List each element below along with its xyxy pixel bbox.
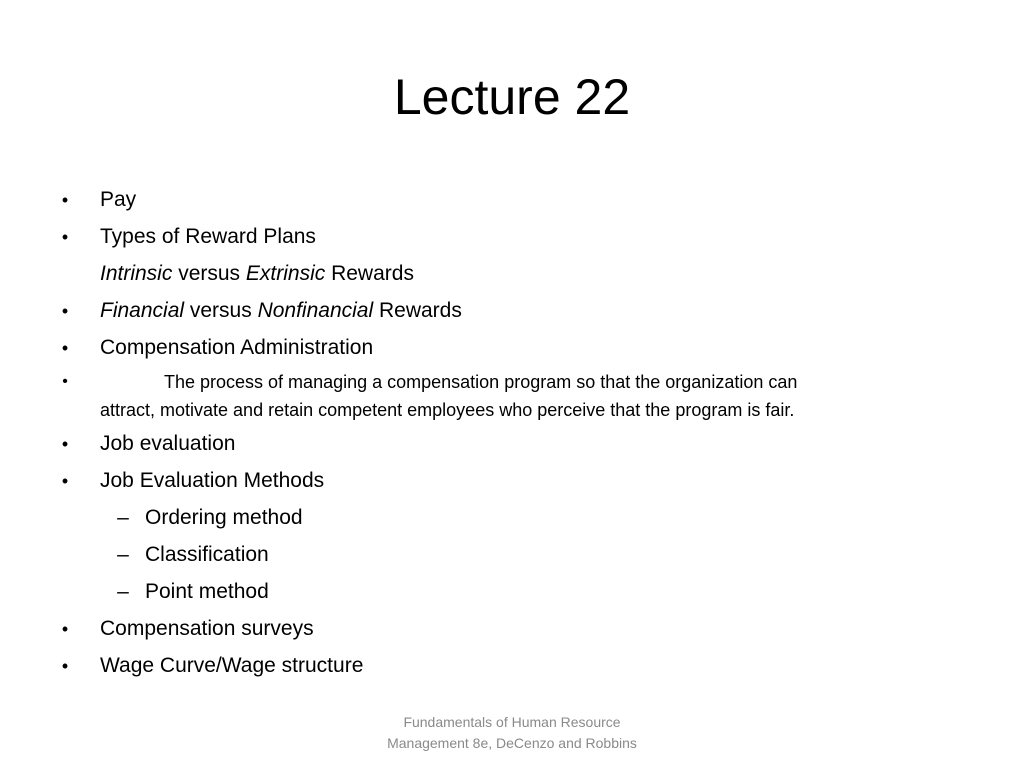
nonfinancial-term: Nonfinancial (257, 299, 374, 322)
footer-line-2: Management 8e, DeCenzo and Robbins (387, 735, 637, 751)
slide-footer (0, 712, 1024, 754)
bullet-icon: • (61, 656, 69, 676)
bullet-icon: • (61, 301, 69, 321)
extrinsic-term: Extrinsic (245, 262, 326, 285)
bullet-icon: • (61, 190, 69, 210)
bullet-icon: • (62, 373, 68, 390)
financial-term: Financial (100, 299, 185, 322)
bullet-icon: • (61, 338, 69, 358)
slide-title: Lecture 22 (393, 69, 631, 125)
intrinsic-term: Intrinsic (100, 262, 173, 285)
bullet-wage-curve: Wage Curve/Wage structure (100, 654, 364, 677)
bullet-icon: • (61, 434, 69, 454)
bullet-job-evaluation-methods: Job Evaluation Methods (100, 469, 325, 492)
sub-ordering-method: Ordering method (145, 506, 303, 529)
bullet-types-of-reward-plans: Types of Reward Plans (100, 225, 316, 248)
bullet-compensation-surveys: Compensation surveys (100, 617, 314, 640)
bullet-pay: Pay (100, 188, 137, 211)
sub-classification: Classification (145, 543, 269, 566)
bullet-icon: • (61, 227, 69, 247)
sub-intrinsic-extrinsic: Intrinsic versus Extrinsic Rewards (100, 262, 414, 285)
bullet-compensation-administration: Compensation Administration (100, 336, 374, 359)
footer-line-1: Fundamentals of Human Resource (403, 714, 621, 730)
definition-line-2: attract, motivate and retain competent employees who perceive that the program is fair. (100, 400, 795, 420)
bullet-financial-nonfinancial: Financial versus Nonfinancial Rewards (100, 299, 462, 322)
dash-icon: – (117, 543, 129, 566)
bullet-icon: • (61, 471, 69, 491)
bullet-icon: • (61, 619, 69, 639)
definition-line-1: The process of managing a compensation program so that the organization can (164, 372, 798, 392)
sub-point-method: Point method (145, 580, 269, 603)
dash-icon: – (117, 506, 129, 529)
bullet-job-evaluation: Job evaluation (100, 432, 236, 455)
dash-icon: – (117, 580, 129, 603)
